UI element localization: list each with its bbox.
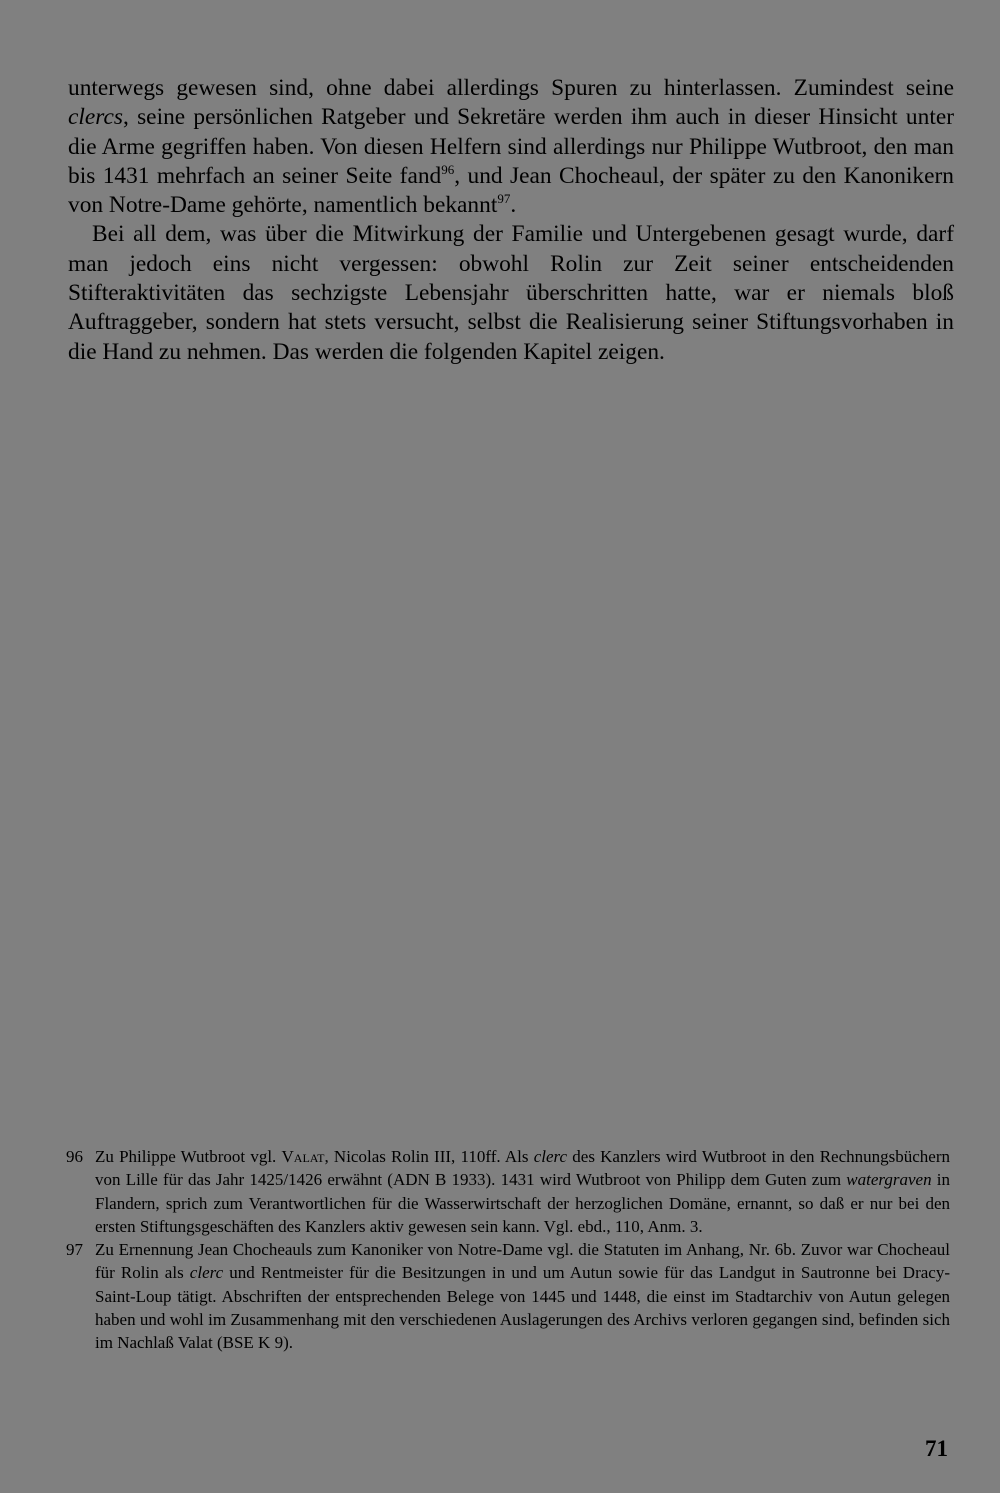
text-run: unterwegs gewesen sind, ohne dabei allerdings Spuren zu hinterlassen. Zumindest seine	[68, 75, 954, 101]
author-name: Valat	[281, 1147, 325, 1166]
text-run: .	[510, 192, 517, 219]
page-number: 71	[925, 1436, 948, 1461]
footnote-text	[95, 1145, 950, 1238]
footnote-96	[66, 1145, 950, 1238]
footnote-97	[66, 1238, 950, 1354]
text-run: Zu Philippe Wutbroot vgl.	[95, 1147, 282, 1166]
text-run: in Flandern, sprich zum Verantwortlichen für die Wasserwirtschaft der herzoglichen Domäne, ernannt, so daß er nur bei den ersten Stiftungsgeschäften des Kanzlers aktiv gewesen sein kann. Vgl. ebd., 110, Anm. 3.	[95, 1170, 951, 1236]
text-run: des Kanzlers wird Wutbroot in den Rechnungsbüchern von Lille für das Jahr 1425/1426 erwähnt (ADN B 1933). 1431 wird Wutbroot von Philipp dem Guten zum	[95, 1147, 950, 1190]
footnote-text	[95, 1238, 950, 1354]
footnote-number: 97	[66, 1240, 83, 1260]
text-run: Zu Ernennung Jean Chocheauls zum Kanoniker von Notre-Dame vgl. die Statuten im Anhang, Nr. 6b. Zuvor war Chocheaul für Rolin als	[95, 1240, 950, 1283]
paragraph-1	[68, 74, 954, 220]
text-run: , Nicolas Rolin III, 110ff. Als	[324, 1147, 534, 1166]
italic-term: clerc	[189, 1263, 224, 1283]
main-text	[68, 74, 954, 367]
footnote-number: 96	[66, 1147, 83, 1166]
italic-term: watergraven	[846, 1170, 932, 1190]
footnote-ref-97[interactable]: 97	[497, 191, 511, 207]
footnotes	[66, 1145, 950, 1355]
text-run: , und Jean Chocheaul, der später zu den Kanonikern von Notre-Dame gehörte, namentlich bekannt	[68, 162, 954, 219]
page-body	[68, 74, 954, 367]
italic-term: clerc	[533, 1147, 568, 1166]
text-run: und Rentmeister für die Besitzungen in und um Autun sowie für das Landgut in Sautronne bei Dracy-Saint-Loup tätigt. Abschriften der entsprechenden Belege von 1445 und 1448, die einst im Stadtarchiv von Autun gelegen haben und wohl im Zusammenhang mit den verschiedenen Auslagerungen des Archivs verloren gegangen sind, befinden sich im Nachlaß Valat (BSE K 9).	[95, 1263, 950, 1353]
paragraph-2: Bei all dem, was über die Mitwirkung der Familie und Untergebenen gesagt wurde, darf man jedoch eins nicht vergessen: obwohl Rolin zur Zeit seiner entscheidenden Stifteraktivitäten das sechzigste Lebensjahr überschritten hatte, war er niemals bloß Auftraggeber, sondern hat stets versucht, selbst die Realisierung seiner Stiftungsvorhaben in die Hand zu nehmen. Das werden die folgenden Kapitel zeigen.	[68, 221, 954, 365]
text-run: , seine persönlichen Ratgeber und Sekretäre werden ihm auch in dieser Hinsicht unter die Arme gegriffen haben. Von diesen Helfern sind allerdings nur Philippe Wutbroot, den man bis 1431 mehrfach an seiner Seite fand	[68, 104, 954, 189]
footnote-ref-96[interactable]: 96	[441, 161, 455, 177]
italic-term: clercs	[68, 104, 123, 131]
